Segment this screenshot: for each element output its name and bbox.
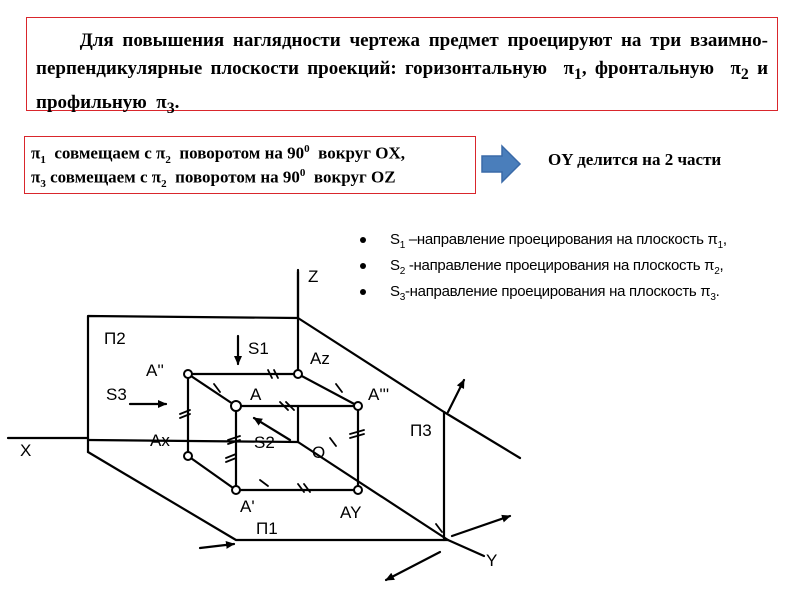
pi-symbol: π <box>31 143 41 163</box>
bullet-end: . <box>715 283 720 300</box>
label-o: O <box>312 443 326 462</box>
point-ax <box>184 452 192 460</box>
intro-end: . <box>174 91 180 113</box>
pi1-sub: 1 <box>573 65 582 83</box>
label-s2: S2 <box>254 433 275 452</box>
verb-text: совмещаем с <box>50 167 148 187</box>
axis-text: вокруг OZ <box>313 167 396 187</box>
rotation-text: поворотом на 90 <box>175 167 300 187</box>
degree-sup: 0 <box>299 167 306 179</box>
label-a2: A'' <box>146 361 164 380</box>
plane-sub: 2 <box>714 266 720 277</box>
pi-sub: 2 <box>161 178 167 191</box>
label-y: Y <box>486 551 498 570</box>
y-axis-tail <box>448 540 484 556</box>
pi-sub: 1 <box>40 154 46 167</box>
label-a: A <box>250 385 262 404</box>
intro-part2: , фронтальную <box>581 58 714 79</box>
intro-part3: и профильную <box>36 58 769 113</box>
pi2-symbol: π <box>730 58 741 79</box>
pi-symbol: π <box>31 167 41 187</box>
pi3-rotation-line <box>444 412 520 458</box>
bullet-end: , <box>722 231 727 248</box>
s-symbol: S <box>390 257 400 274</box>
pi1-symbol: π <box>563 58 574 79</box>
pi-sub: 2 <box>165 154 171 167</box>
plane-sub: 3 <box>710 292 716 303</box>
s-sub: 2 <box>399 266 405 277</box>
label-ax: Ax <box>150 431 170 450</box>
point-a3 <box>354 402 362 410</box>
intro-part1: Для повышения наглядности чертежа предмет проецируют на три взаимно-перпендикулярные плоскости проекций: горизонтальную <box>36 30 769 79</box>
bullet-text: –направление проецирования на плоскость π <box>404 231 718 248</box>
label-ay: AY <box>340 503 362 522</box>
degree-sup: 0 <box>304 143 310 155</box>
axis-text: вокруг OX, <box>318 143 405 163</box>
label-s3: S3 <box>106 385 127 404</box>
label-z: Z <box>308 267 319 286</box>
bullet-end: , <box>719 257 724 274</box>
plane-sub: 1 <box>717 240 723 251</box>
oy-note: OY делится на 2 части <box>548 150 722 169</box>
pi-sub: 3 <box>40 178 46 191</box>
pi3-sub: 3 <box>166 99 175 117</box>
label-pi1: Π1 <box>256 519 278 538</box>
point-ay <box>354 486 362 494</box>
point-a <box>231 401 241 411</box>
pi3-rotation-arrow <box>448 380 464 412</box>
y-rotation-arrow-right <box>452 516 510 536</box>
point-a1 <box>232 486 240 494</box>
right-arrow-icon <box>482 146 520 182</box>
pi-symbol: π <box>156 143 166 163</box>
s-sub: 3 <box>399 292 405 303</box>
label-a3: A''' <box>368 385 390 404</box>
label-s1: S1 <box>248 339 269 358</box>
point-a2 <box>184 370 192 378</box>
label-a1: A' <box>240 497 255 516</box>
point-az <box>294 370 302 378</box>
label-pi2: Π2 <box>104 329 126 348</box>
s-symbol: S <box>390 283 400 300</box>
bullet-text: -направление проецирования на плоскость π <box>404 257 715 274</box>
projection-box <box>188 374 358 490</box>
y-rotation-arrow-left <box>386 552 440 580</box>
pi2-sub: 2 <box>740 65 749 83</box>
pi1-rotation-arrow <box>200 544 234 548</box>
s-sub: 1 <box>399 240 405 251</box>
label-x: X <box>20 441 32 460</box>
bullet-text: -направление проецирования на плоскость π <box>404 283 711 300</box>
s-symbol: S <box>390 231 400 248</box>
rotation-text: поворотом на 90 <box>179 143 305 163</box>
label-az: Az <box>310 349 330 368</box>
verb-text: совмещаем с <box>54 143 152 163</box>
pi3-symbol: π <box>156 91 167 113</box>
pi-symbol: π <box>151 167 162 187</box>
label-pi3: Π3 <box>410 421 432 440</box>
